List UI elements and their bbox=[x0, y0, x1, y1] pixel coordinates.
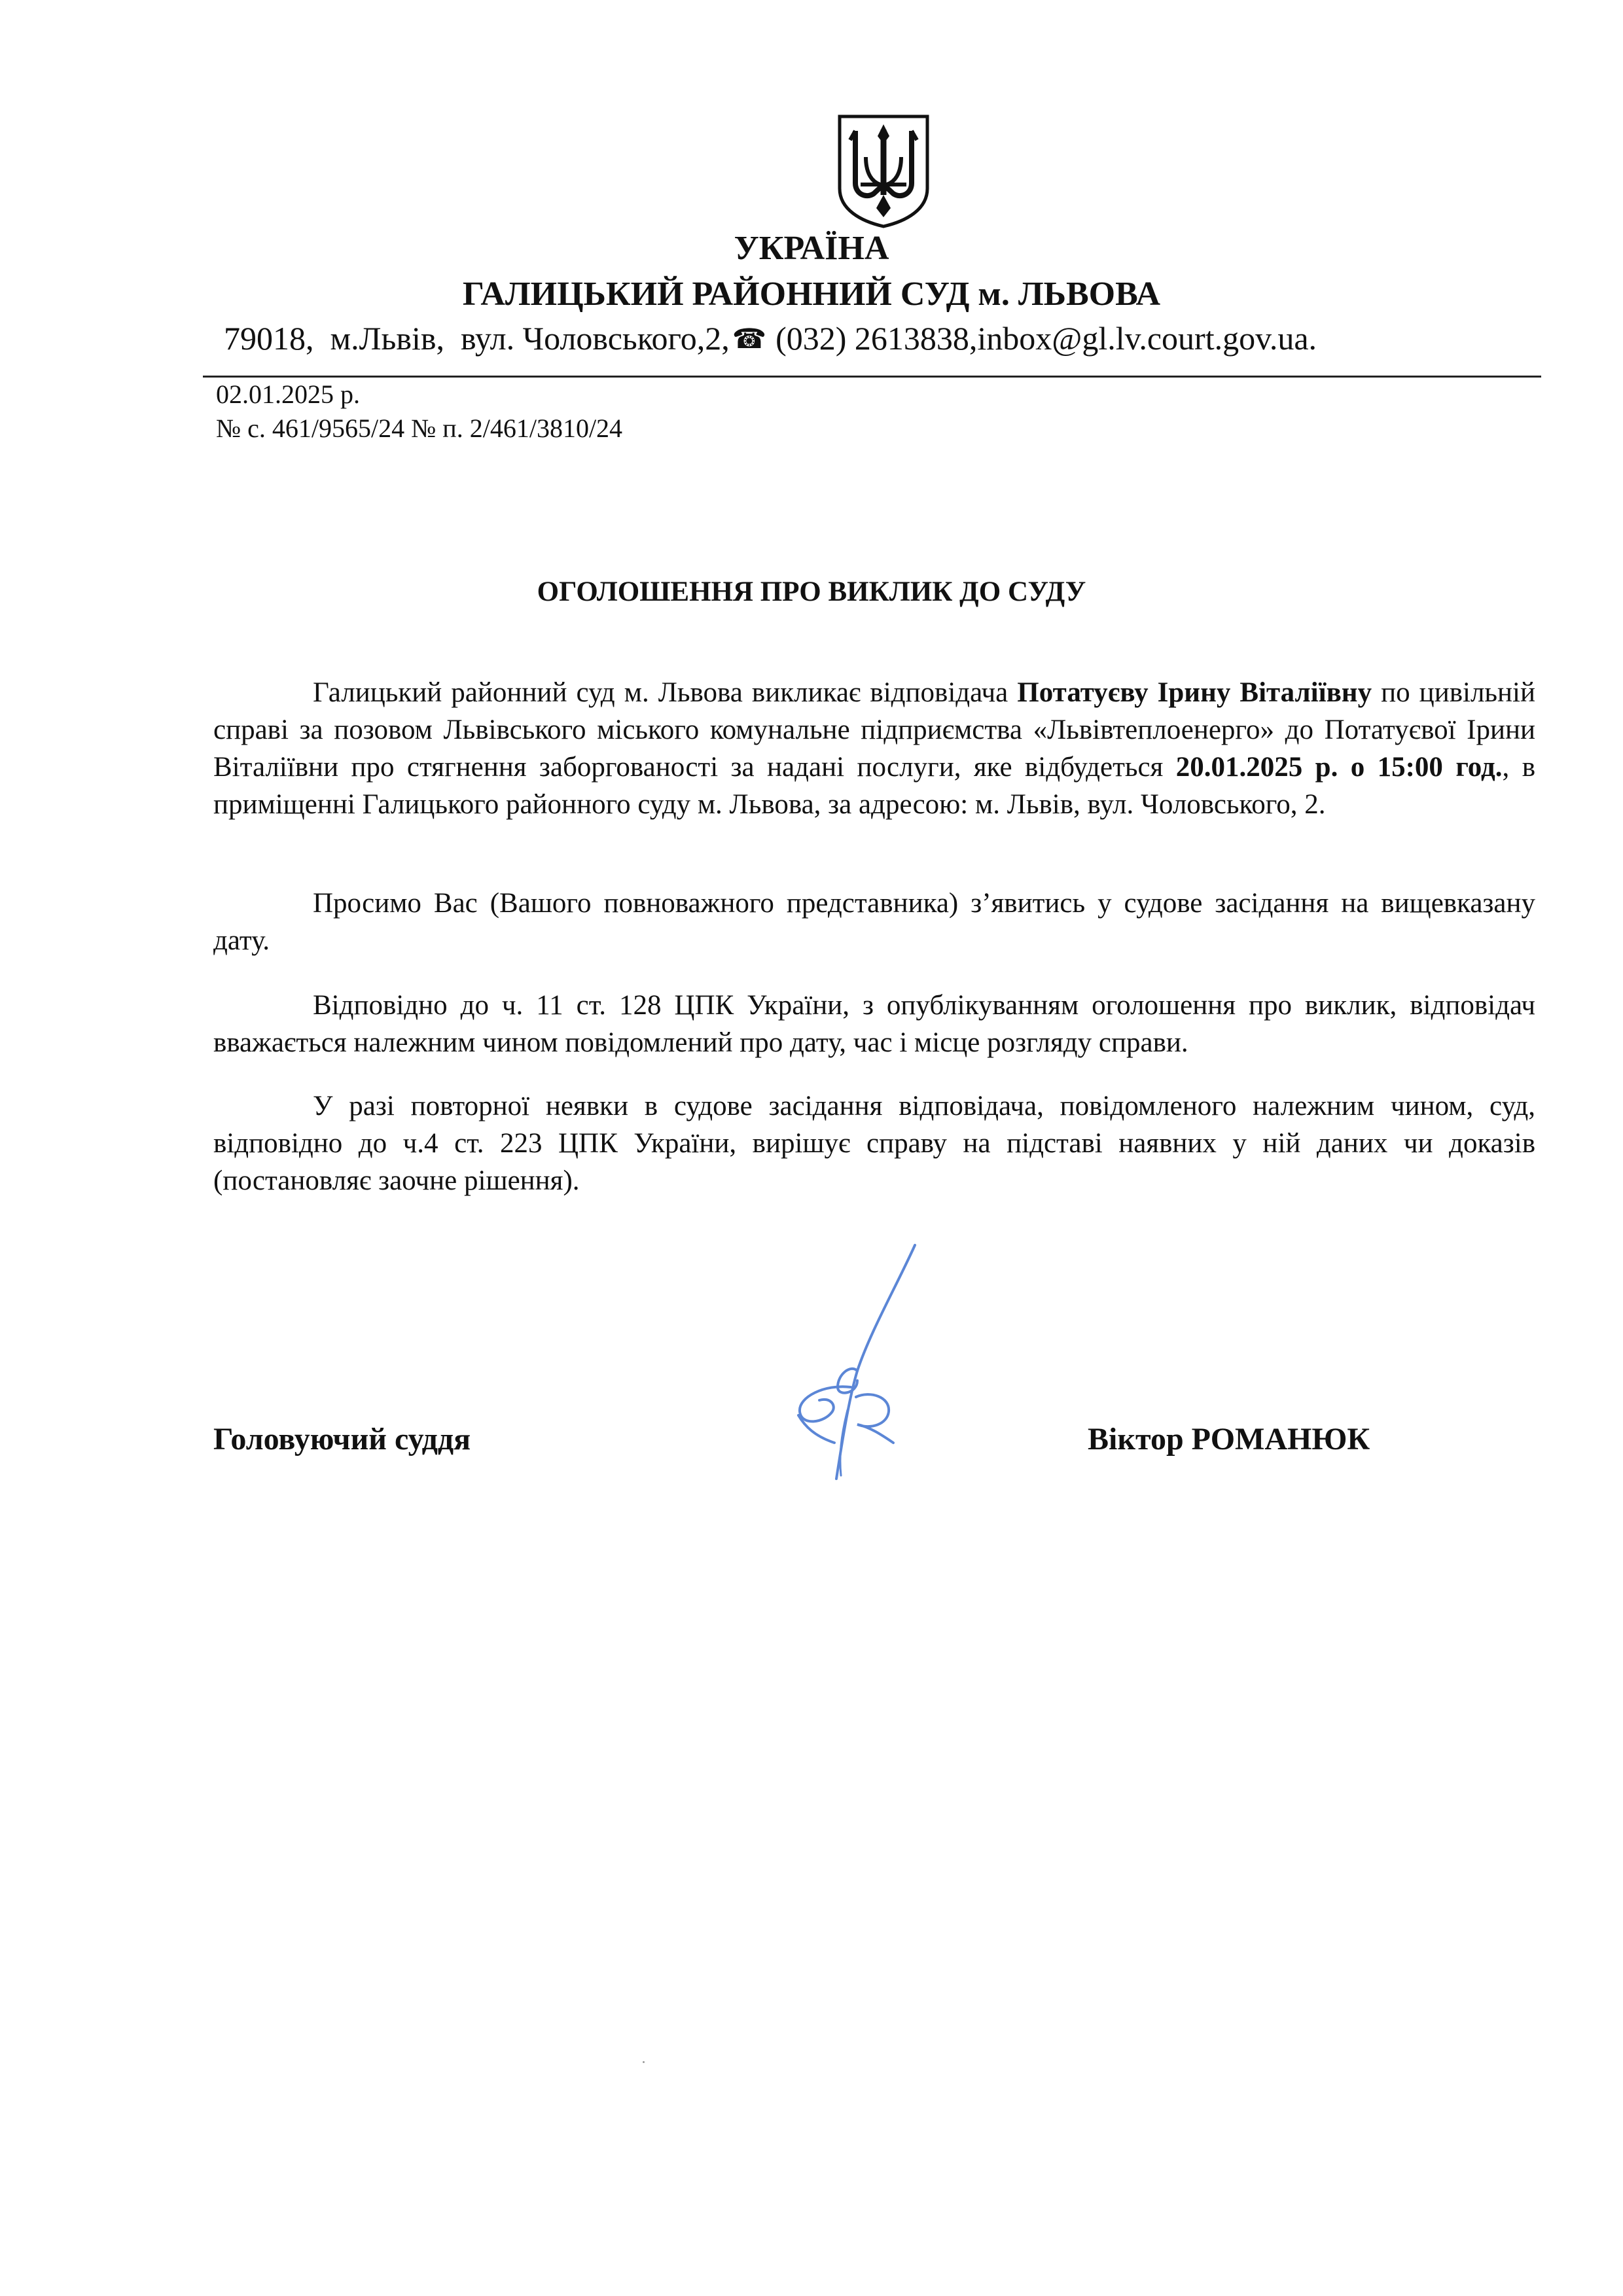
paragraph-legal-basis bbox=[213, 987, 1535, 1061]
judge-name: Віктор РОМАНЮК bbox=[1088, 1422, 1370, 1457]
p1-text-c: по цивільній справі за позовом Львівського міського комунальне підприємства «Львівтеплоенерго» до Потатуєвої Ірини Віталіївни про стягнення заборгованості за надані послуги, яке відбудеться bbox=[213, 677, 1535, 783]
scan-speck bbox=[643, 2061, 645, 2063]
document-date: 02.01.2025 р. bbox=[216, 380, 360, 409]
paragraph-summons bbox=[213, 674, 1535, 823]
document-title: ОГОЛОШЕННЯ ПРО ВИКЛИК ДО СУДУ bbox=[537, 576, 1086, 607]
telephone-icon: ☎ bbox=[732, 325, 767, 355]
address-phone: (032) 2613838 bbox=[776, 320, 969, 357]
paragraph-request bbox=[213, 885, 1535, 959]
court-address-line bbox=[224, 318, 1520, 361]
address-city: м.Львів, bbox=[330, 320, 444, 357]
p4-text: У разі повторної неявки в судове засідання відповідача, повідомленого належним чином, суд, відповідно до ч.4 ст. 223 ЦПК України, вирішує справу на підставі наявних у ній даних чи доказів (постановляє заочне рішення). bbox=[213, 1091, 1535, 1196]
signatory-role: Головуючий суддя bbox=[213, 1422, 471, 1457]
court-name-heading: ГАЛИЦЬКИЙ РАЙОННИЙ СУД м. ЛЬВОВА bbox=[462, 275, 1161, 313]
hearing-datetime: 20.01.2025 р. о 15:00 год. bbox=[1175, 752, 1503, 783]
address-postcode: 79018, bbox=[224, 320, 314, 357]
p2-text: Просимо Вас (Вашого повноважного представника) з’явитись у судове засідання на вищевказану дату. bbox=[213, 888, 1535, 956]
defendant-name: Потатуєву Ірину Віталіївну bbox=[1017, 677, 1372, 708]
trident-coat-of-arms-icon bbox=[834, 111, 933, 229]
p1-text-e: , в приміщенні Галицького районного суду м. Львова, за адресою: м. Львів, вул. Чоловського, 2. bbox=[213, 752, 1535, 820]
handwritten-signature bbox=[759, 1240, 955, 1502]
header-divider bbox=[203, 376, 1541, 378]
case-numbers: № с. 461/9565/24 № п. 2/461/3810/24 bbox=[216, 414, 623, 443]
address-street: вул. Чоловського,2, bbox=[460, 320, 730, 357]
p1-text-a: Галицький районний суд м. Львова викликає відповідача bbox=[313, 677, 1018, 708]
address-email: ,inbox@gl.lv.court.gov.ua. bbox=[969, 320, 1317, 357]
paragraph-default-judgment bbox=[213, 1087, 1535, 1199]
p3-text: Відповідно до ч. 11 ст. 128 ЦПК України, з опублікуванням оголошення про виклик, відповідач вважається належним чином повідомлений про дату, час і місце розгляду справи. bbox=[213, 990, 1535, 1058]
country-heading: УКРАЇНА bbox=[734, 230, 889, 267]
